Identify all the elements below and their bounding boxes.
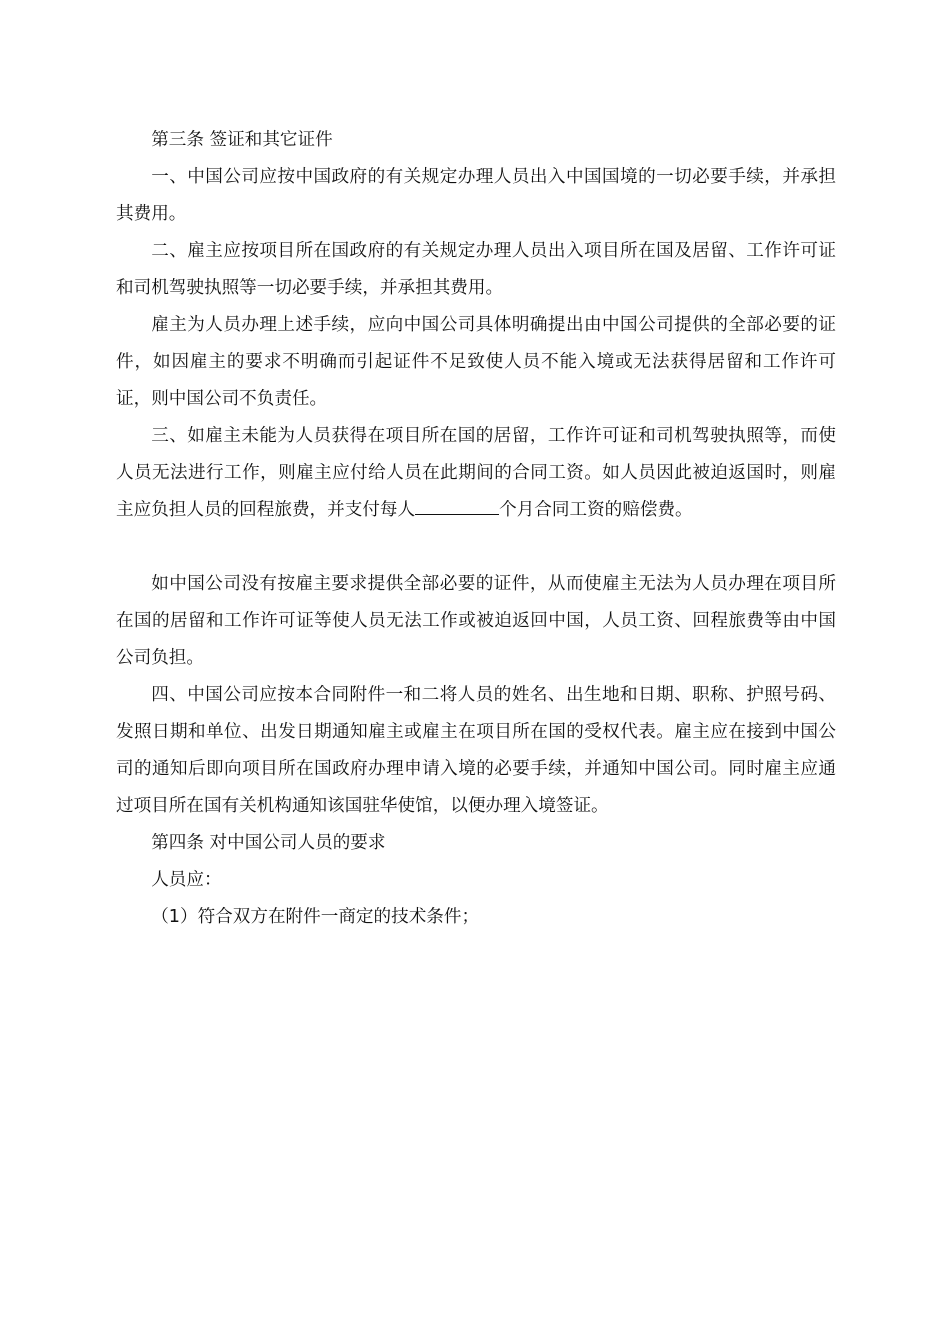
paragraph-compensation bbox=[116, 418, 836, 529]
compensation-text-end: 个月合同工资的赔偿费。 bbox=[499, 500, 693, 520]
article-3-heading: 第三条 签证和其它证件 bbox=[151, 130, 333, 150]
paragraph-spacer bbox=[116, 529, 836, 566]
paragraph-china-company-liability: 如中国公司没有按雇主要求提供全部必要的证件，从而使雇主无法为人员办理在项目所在国的居留和工作许可证等使人员无法工作或被迫返回中国，人员工资、回程旅费等由中国公司负担。 bbox=[116, 574, 836, 668]
blank-fill-line bbox=[415, 492, 499, 515]
article-4-heading: 第四条 对中国公司人员的要求 bbox=[151, 833, 386, 853]
paragraph-visa-china: 一、中国公司应按中国政府的有关规定办理人员出入中国国境的一切必要手续，并承担其费用。 bbox=[116, 167, 836, 224]
document-body bbox=[116, 122, 836, 936]
paragraph-documents-requirement: 雇主为人员办理上述手续，应向中国公司具体明确提出由中国公司提供的全部必要的证件，如因雇主的要求不明确而引起证件不足致使人员不能入境或无法获得居留和工作许可证，则中国公司不负责任。 bbox=[116, 315, 836, 409]
paragraph-personnel-should: 人员应： bbox=[151, 870, 222, 890]
paragraph-visa-host-country: 二、雇主应按项目所在国政府的有关规定办理人员出入项目所在国及居留、工作许可证和司机驾驶执照等一切必要手续，并承担其费用。 bbox=[116, 241, 836, 298]
paragraph-personnel-notification: 四、中国公司应按本合同附件一和二将人员的姓名、出生地和日期、职称、护照号码、发照日期和单位、出发日期通知雇主或雇主在项目所在国的受权代表。雇主应在接到中国公司的通知后即向项目所在国政府办理申请入境的必要手续，并通知中国公司。同时雇主应通过项目所在国有关机构通知该国驻华使馆，以便办理入境签证。 bbox=[116, 685, 836, 816]
list-item-technical-conditions: （1）符合双方在附件一商定的技术条件； bbox=[151, 907, 480, 927]
compensation-text: 三、如雇主未能为人员获得在项目所在国的居留，工作许可证和司机驾驶执照等，而使人员无法进行工作，则雇主应付给人员在此期间的合同工资。如人员因此被迫返国时，则雇主应负担人员的回程旅费，并支付每人 bbox=[116, 426, 836, 520]
